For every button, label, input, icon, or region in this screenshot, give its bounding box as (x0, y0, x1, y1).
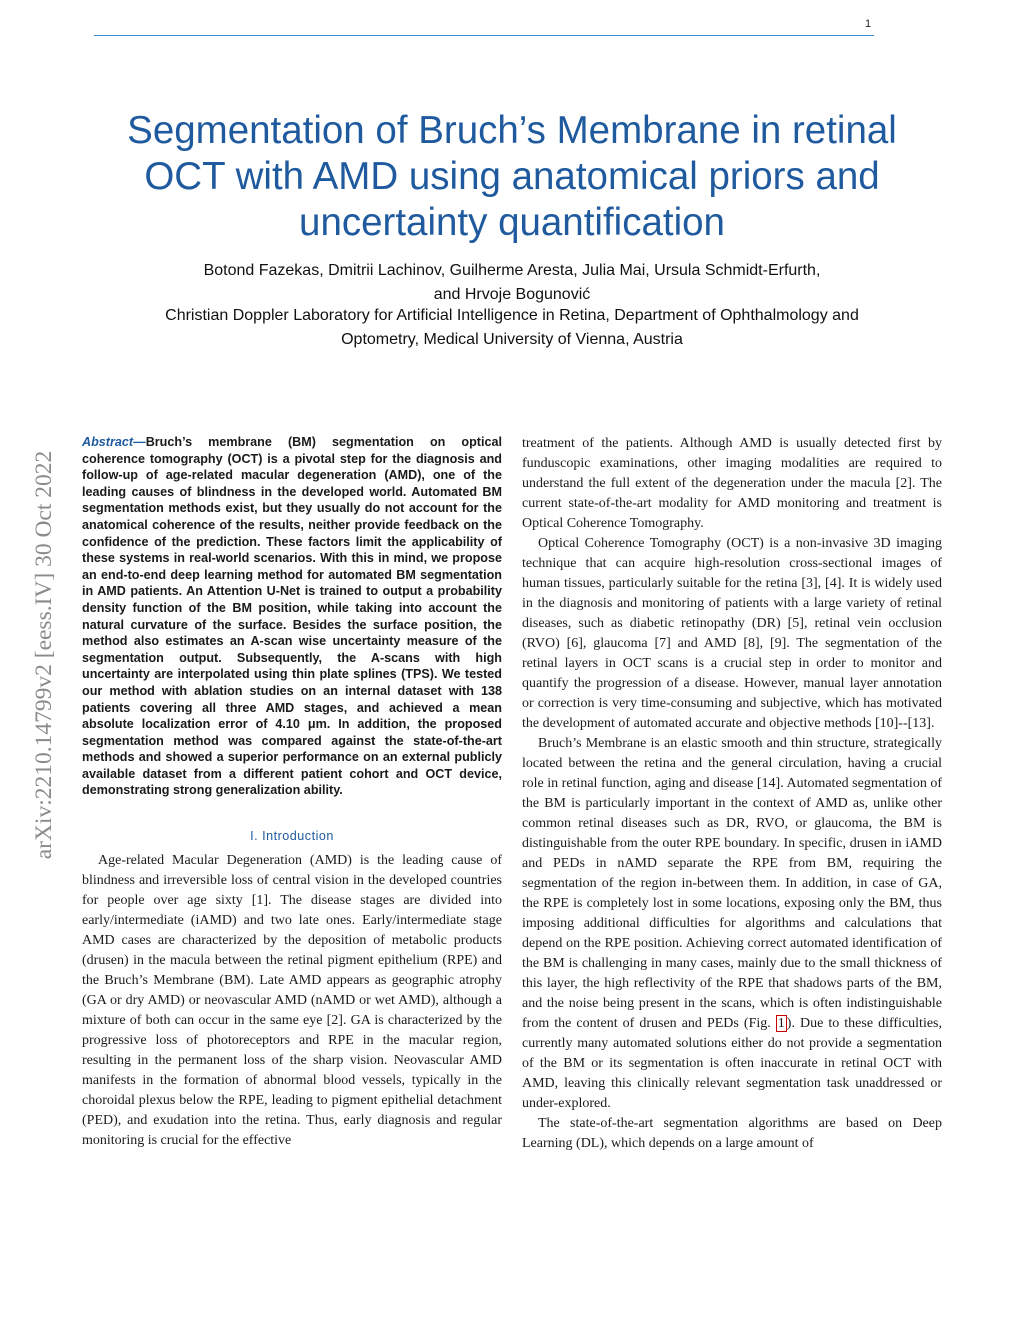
author-list (90, 259, 934, 307)
author-line: and Hrvoje Bogunović (433, 286, 591, 303)
title-line: OCT with AMD using anatomical priors and (144, 155, 880, 198)
affiliation (90, 304, 934, 352)
intro-paragraph (522, 734, 942, 1114)
title-line: Segmentation of Bruch’s Membrane in retinal (127, 109, 897, 152)
paper-title (90, 108, 934, 246)
intro-paragraph: Optical Coherence Tomography (OCT) is a non-invasive 3D imaging technique that can acquire high-resolution cross-sectional images of human tissues, particularly suitable for the retina [3], [4]. It is widely used in the diagnosis and monitoring of patients with a large variety of retinal diseases, such as diabetic retinopathy (DR) [5], retinal vein occlusion (RVO) [6], glaucoma [7] and AMD [8], [9]. The segmentation of the retinal layers in OCT scans is a crucial step in order to monitor and quantify the progression of a disease. However, manual layer annotation or correction is very time-consuming and subjective, which has motivated the development of automated accurate and objective methods [10]--[13]. (522, 536, 942, 731)
page-number: 1 (865, 18, 872, 30)
abstract-label: Abstract— (82, 435, 146, 449)
header-rule (94, 35, 874, 36)
abstract-text: Bruch’s membrane (BM) segmentation on optical coherence tomography (OCT) is a pivotal step for the diagnosis and follow-up of age-related macular degeneration (AMD), one of the leading causes of blindness in the developed world. Automated BM segmentation methods exist, but they usually do not account for the anatomical coherence of the results, neither provide feedback on the confidence of the prediction. These factors limit the applicability of these systems in real-world scenarios. With this in mind, we propose an end-to-end deep learning method for automated BM segmentation in AMD patients. An Attention U-Net is trained to output a probability density function of the BM position, while taking into account the natural curvature of the surface. Besides the surface position, the method also estimates an A-scan wise uncertainty measure of the segmentation output. Subsequently, the A-scans with high uncertainty are interpolated using thin plate splines (TPS). We tested our method with ablation studies on an internal dataset with 138 patients covering all three AMD stages, and achieved a mean absolute localization error of 4.10 μm. In addition, the proposed segmentation method was compared against the state-of-the-art methods and showed a superior performance on an external publicly available dataset from a different patient cohort and OCT device, demonstrating strong generalization ability. (82, 435, 502, 798)
affiliation-line: Optometry, Medical University of Vienna, Austria (341, 331, 683, 348)
figure-reference-link[interactable]: 1 (777, 1016, 785, 1031)
intro-paragraph: Age-related Macular Degeneration (AMD) is the leading cause of blindness and irreversible loss of central vision in the developed countries for people over age sixty [1]. The disease stages are divided into early/intermediate (iAMD) and two late ones. Early/intermediate stage AMD cases are characterized by the deposition of metabolic products (drusen) in the macula between the retinal pigment epithelium (RPE) and the Bruch’s Membrane (BM). Late AMD appears as geographic atrophy (GA or dry AMD) or neovascular AMD (nAMD or wet AMD), although a mixture of both can occur in the same eye [2]. GA is characterized by the progressive loss of photoreceptors and RPE in the macular region, resulting in the permanent loss of the sharp vision. Neovascular AMD manifests in the formation of abnormal blood vessels, typically in the choroidal plexus below the RPE, leading to pigment epithelial detachment (PED), and exudation into the retina. Thus, early diagnosis and regular monitoring is crucial for the effective (82, 853, 502, 1149)
abstract (82, 434, 502, 799)
section-heading-introduction: I. Introduction (250, 829, 334, 844)
affiliation-line: Christian Doppler Laboratory for Artificial Intelligence in Retina, Department of Ophthalmology and (165, 307, 859, 324)
left-column (82, 434, 502, 1151)
arxiv-stamp: arXiv:2210.14799v2 [eess.IV] 30 Oct 2022 (31, 450, 57, 860)
intro-paragraph: treatment of the patients. Although AMD is usually detected first by funduscopic examinations, other imaging modalities are required to understand the full extent of the degeneration under the macula [2]. The current state-of-the-art modality for AMD monitoring and treatment is Optical Coherence Tomography. (522, 436, 942, 531)
paragraph-text: Bruch’s Membrane is an elastic smooth and thin structure, strategically located between the retina and the general circulation, having a crucial role in retinal function, aging and disease [14]. Automated segmentation of the BM is particularly important in the context of AMD as, unlike other common retinal diseases such as DR, RVO, or glaucoma, the BM is distinguishable from the outer RPE boundary. In specific, drusen in iAMD and PEDs in nAMD separate the RPE from BM, requiring the segmentation of the region in-between them. In addition, in case of GA, the RPE is completely lost in some locations, exposing only the BM, thus imposing additional difficulties for algorithms and calculations that depend on the RPE position. Achieving correct automated identification of the BM is challenging in many cases, mainly due to the small thickness of this layer, the high reflectivity of the RPE that shadows parts of the BM, and the noise being present in the scans, which is often indistinguishable from the content of drusen and PEDs (Fig. (522, 736, 942, 1031)
intro-paragraph: The state-of-the-art segmentation algorithms are based on Deep Learning (DL), which depends on a large amount of (522, 1116, 942, 1151)
paragraph-text: ). Due to these difficulties, currently many automated solutions either do not provide a segmentation of the BM or its segmentation is often inaccurate in retinal OCT with AMD, leaving this clinically relevant segmentation task unaddressed or under-explored. (522, 1016, 942, 1111)
author-line: Botond Fazekas, Dmitrii Lachinov, Guilherme Aresta, Julia Mai, Ursula Schmidt-Erfurth, (203, 262, 821, 279)
right-column (522, 434, 942, 1154)
title-line: uncertainty quantification (299, 201, 725, 244)
